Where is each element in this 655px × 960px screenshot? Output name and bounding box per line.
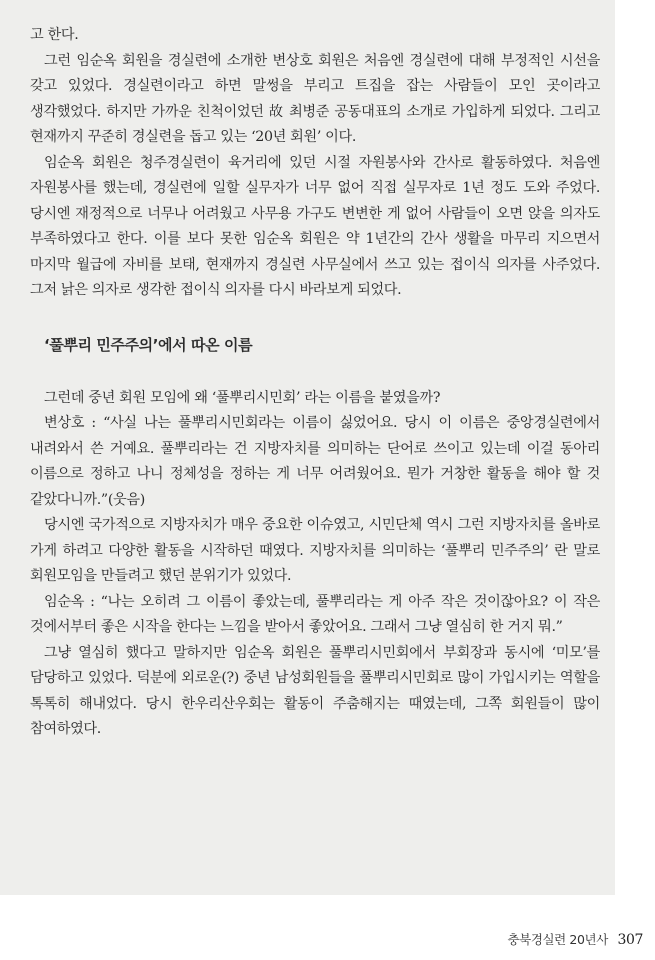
article-body [30, 23, 600, 743]
book-title: 충북경실련 20년사 [507, 932, 608, 947]
paragraph: 고 한다. [30, 27, 79, 43]
paragraph: 그런데 중년 회원 모임에 왜 ‘풀뿌리시민회’ 라는 이름을 붙였을까? [44, 389, 441, 406]
paragraph: 임순옥 회원은 청주경실련이 육거리에 있던 시절 자원봉사와 간사로 활동하였다. 처음엔 자원봉사를 했는데, 경실련에 일할 실무자가 너무 없어 직접 실무자로 1년 정도 도와 주었다. 당시엔 재정적으로 너무나 어려웠고 사무용 가구도 변변한 게 없어 사람들이 오면 앉을 의자도 부족하였다고 한다. 이를 보다 못한 임순옥 회원은 약 1년간의 간사 생활을 마무리 지으면서 마지막 월급에 자비를 보태, 현재까지 경실련 사무실에서 쓰고 있는 접이식 의자를 사주었다. 그저 낡은 의자로 생각한 접이식 의자를 다시 바라보게 되었다. [30, 154, 600, 298]
paragraph: 당시엔 국가적으로 지방자치가 매우 중요한 이슈였고, 시민단체 역시 그런 지방자치를 올바로 가게 하려고 다양한 활동을 시작하던 때였다. 지방자치를 의미하는 ‘풀뿌리 민주주의’ 란 말로 회원모임을 만들려고 했던 분위기가 있었다. [30, 517, 600, 584]
paragraph: 그냥 열심히 했다고 말하지만 임순옥 회원은 풀뿌리시민회에서 부회장과 동시에 ‘미모’를 담당하고 있었다. 덕분에 외로운(?) 중년 남성회원들을 풀뿌리시민회로 많이 가입시키는 역할을 톡톡히 해내었다. 당시 한우리산우회는 활동이 주춤해지는 때였는데, 그쪽 회원들이 많이 참여하였다. [30, 644, 600, 737]
paragraph: 그런 임순옥 회원을 경실련에 소개한 변상호 회원은 처음엔 경실련에 대해 부정적인 시선을 갖고 있었다. 경실련이라고 하면 말썽을 부리고 트집을 잡는 사람들이 모인 곳이라고 생각했었다. 하지만 가까운 친척이었던 故 최병준 공동대표의 소개로 가입하게 되었다. 그리고 현재까지 꾸준히 경실련을 돕고 있는 ‘20년 회원’ 이다. [30, 52, 600, 145]
paragraph: 변상호 : “사실 나는 풀뿌리시민회라는 이름이 싫었어요. 당시 이 이름은 중앙경실련에서 내려와서 쓴 거예요. 풀뿌리라는 건 지방자치를 의미하는 단어로 쓰이고 있는데 이걸 동아리 이름으로 정하고 나니 정체성을 정하는 게 너무 어려웠어요. 뭔가 거창한 활동을 해야 할 것 같았다니까.”(웃음) [30, 415, 600, 508]
page-footer [507, 930, 643, 948]
page-number: 307 [617, 932, 643, 948]
section-heading: ‘풀뿌리 민주주의’에서 따온 이름 [44, 335, 253, 354]
paragraph: 임순옥 : “나는 오히려 그 이름이 좋았는데, 풀뿌리라는 게 아주 작은 것이잖아요? 이 작은 것에서부터 좋은 시작을 한다는 느낌을 받아서 좋았어요. 그래서 그냥 열심히 한 거지 뭐.” [30, 593, 600, 635]
